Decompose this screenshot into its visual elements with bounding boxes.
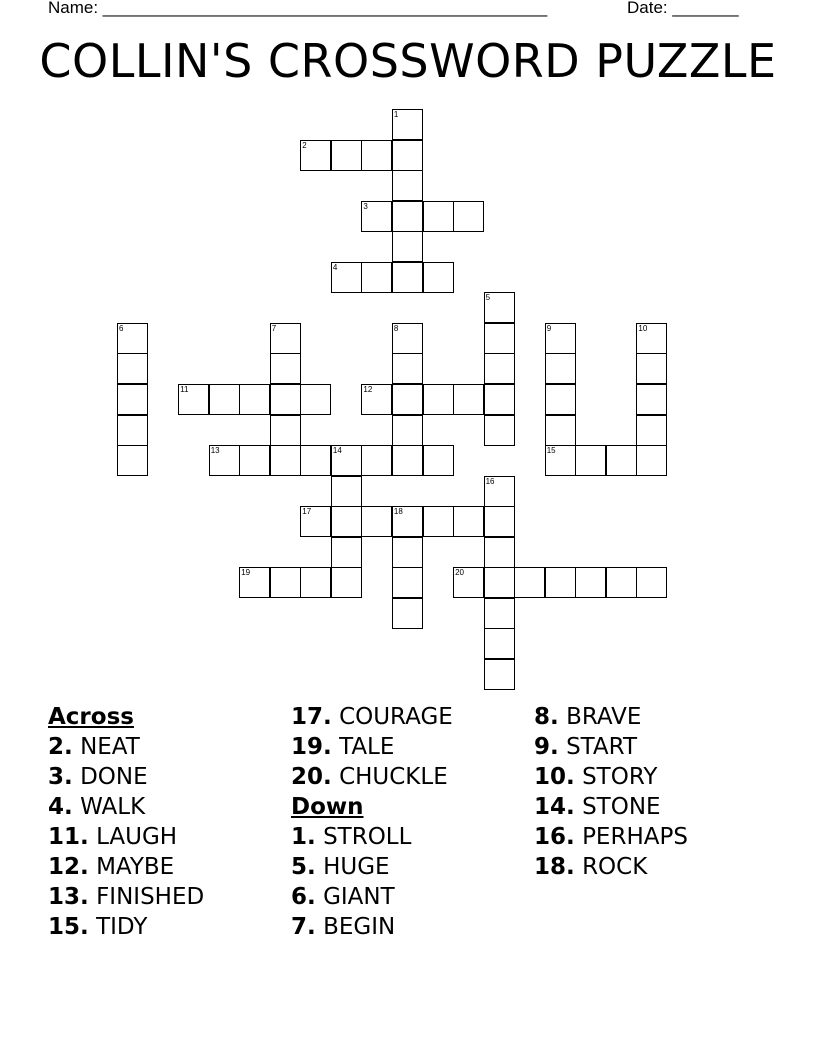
grid-cell[interactable] <box>636 353 667 384</box>
grid-cell[interactable] <box>239 567 270 598</box>
grid-cell[interactable] <box>117 323 148 354</box>
grid-cell[interactable] <box>361 506 392 537</box>
grid-cell[interactable] <box>392 353 423 384</box>
grid-cell[interactable] <box>545 323 576 354</box>
cell-number: 2 <box>302 140 307 150</box>
cell-number: 19 <box>241 568 251 578</box>
cell-number: 6 <box>119 323 124 333</box>
clue-down-18: 18. ROCK <box>534 854 648 880</box>
cell-number: 11 <box>180 384 189 394</box>
grid-cell[interactable] <box>484 506 515 537</box>
grid-cell[interactable] <box>453 506 484 537</box>
grid-cell[interactable] <box>300 384 331 415</box>
grid-cell[interactable] <box>331 140 362 171</box>
grid-cell[interactable] <box>331 567 362 598</box>
grid-cell[interactable] <box>392 262 423 293</box>
clue-across-11: 11. LAUGH <box>48 824 178 850</box>
grid-cell[interactable] <box>209 384 240 415</box>
cell-number: 15 <box>546 446 556 456</box>
cell-number: 3 <box>363 201 368 211</box>
clue-column-2 <box>291 702 453 942</box>
grid-cell[interactable] <box>484 292 515 323</box>
grid-cell[interactable] <box>545 353 576 384</box>
grid-cell[interactable] <box>606 567 637 598</box>
clue-down-16: 16. PERHAPS <box>534 824 688 850</box>
grid-cell[interactable] <box>423 262 454 293</box>
grid-cell[interactable] <box>392 323 423 354</box>
cell-number: 18 <box>393 507 403 517</box>
grid-cell[interactable] <box>636 567 667 598</box>
clue-down-14: 14. STONE <box>534 794 661 820</box>
clue-column-3 <box>534 702 688 882</box>
grid-cell[interactable] <box>270 323 301 354</box>
grid-cell[interactable] <box>484 659 515 690</box>
clue-down-5: 5. HUGE <box>291 854 390 880</box>
grid-cell[interactable] <box>270 384 301 415</box>
cell-number: 9 <box>546 323 552 333</box>
grid-cell[interactable] <box>636 323 667 354</box>
grid-cell[interactable] <box>117 445 148 476</box>
grid-cell[interactable] <box>453 201 484 232</box>
grid-cell[interactable] <box>392 415 423 446</box>
cell-number: 1 <box>393 110 399 119</box>
grid-cell[interactable] <box>300 567 331 598</box>
grid-cell[interactable] <box>300 506 331 537</box>
grid-cell[interactable] <box>484 415 515 446</box>
grid-cell[interactable] <box>423 445 454 476</box>
grid-cell[interactable] <box>545 415 576 446</box>
grid-cell[interactable] <box>484 384 515 415</box>
clue-across-2: 2. NEAT <box>48 734 140 760</box>
grid-cell[interactable] <box>361 262 392 293</box>
date-field-label: Date: _______ <box>627 0 739 17</box>
grid-cell[interactable] <box>117 415 148 446</box>
cell-number: 12 <box>363 384 373 394</box>
grid-cell[interactable] <box>392 445 423 476</box>
cell-number: 17 <box>302 507 312 517</box>
grid-cell[interactable] <box>636 445 667 476</box>
grid-cell[interactable] <box>392 567 423 598</box>
cell-number: 10 <box>638 323 648 333</box>
cell-number: 14 <box>332 446 342 456</box>
clue-across-19: 19. TALE <box>291 734 395 760</box>
clue-across-15: 15. TIDY <box>48 914 148 940</box>
grid-cell[interactable] <box>484 567 515 598</box>
clue-across-13: 13. FINISHED <box>48 884 205 910</box>
grid-cell[interactable] <box>331 537 362 568</box>
grid-cell[interactable] <box>545 567 576 598</box>
grid-cell[interactable] <box>117 353 148 384</box>
clue-across-4: 4. WALK <box>48 794 146 820</box>
grid-cell[interactable] <box>575 445 606 476</box>
page-title: COLLIN'S CROSSWORD PUZZLE <box>39 34 777 88</box>
grid-cell[interactable] <box>392 140 423 171</box>
grid-cell[interactable] <box>331 262 362 293</box>
grid-cell[interactable] <box>423 384 454 415</box>
grid-cell[interactable] <box>606 445 637 476</box>
clue-down-10: 10. STORY <box>534 764 658 790</box>
grid-cell[interactable] <box>636 384 667 415</box>
grid-cell[interactable] <box>239 384 270 415</box>
grid-cell[interactable] <box>239 445 270 476</box>
clue-down-7: 7. BEGIN <box>291 914 396 940</box>
cell-number: 7 <box>271 323 277 333</box>
grid-cell[interactable] <box>300 140 331 171</box>
grid-cell[interactable] <box>453 384 484 415</box>
grid-cell[interactable] <box>484 598 515 629</box>
cell-number: 20 <box>455 568 464 578</box>
grid-cell[interactable] <box>484 628 515 659</box>
grid-cell[interactable] <box>484 537 515 568</box>
grid-cell[interactable] <box>392 384 423 415</box>
clue-down-9: 9. START <box>534 734 638 760</box>
grid-cell[interactable] <box>545 384 576 415</box>
clue-across-12: 12. MAYBE <box>48 854 175 880</box>
grid-cell[interactable] <box>361 201 392 232</box>
clue-across-17: 17. COURAGE <box>291 704 453 730</box>
grid-cell[interactable] <box>514 567 545 598</box>
grid-cell[interactable] <box>331 445 362 476</box>
cell-number: 5 <box>485 293 491 303</box>
grid-cell[interactable] <box>545 445 576 476</box>
cell-number: 8 <box>393 323 399 333</box>
grid-cell[interactable] <box>392 506 423 537</box>
cell-number: 4 <box>332 262 338 272</box>
grid-cell[interactable] <box>361 140 392 171</box>
cell-number: 13 <box>210 446 220 456</box>
grid-cell[interactable] <box>484 353 515 384</box>
grid-cell[interactable] <box>392 231 423 262</box>
grid-cell[interactable] <box>361 384 392 415</box>
grid-cell[interactable] <box>392 170 423 201</box>
grid-cell[interactable] <box>270 445 301 476</box>
grid-cell[interactable] <box>392 598 423 629</box>
grid-cell[interactable] <box>453 567 484 598</box>
clue-across-20: 20. CHUCKLE <box>291 764 448 790</box>
down-heading: Down <box>291 794 364 820</box>
grid-cell[interactable] <box>270 567 301 598</box>
across-heading: Across <box>48 704 134 730</box>
grid-cell[interactable] <box>117 384 148 415</box>
grid-cell[interactable] <box>423 201 454 232</box>
clue-column-1 <box>48 702 204 942</box>
grid-cell[interactable] <box>300 445 331 476</box>
grid-cell[interactable] <box>636 415 667 446</box>
clue-across-3: 3. DONE <box>48 764 148 790</box>
clue-down-8: 8. BRAVE <box>534 704 642 730</box>
name-field-label: Name: _______________________________________________ <box>48 0 548 17</box>
cell-number: 16 <box>485 476 495 486</box>
grid-cell[interactable] <box>270 353 301 384</box>
grid-cell[interactable] <box>484 476 515 507</box>
grid-cell[interactable] <box>484 323 515 354</box>
grid-cell[interactable] <box>178 384 209 415</box>
grid-cell[interactable] <box>423 506 454 537</box>
clue-down-1: 1. STROLL <box>291 824 412 850</box>
grid-cell[interactable] <box>209 445 240 476</box>
grid-cell[interactable] <box>331 476 362 507</box>
grid-cell[interactable] <box>270 415 301 446</box>
grid-cell[interactable] <box>392 109 423 140</box>
grid-cell[interactable] <box>392 201 423 232</box>
grid-cell[interactable] <box>361 445 392 476</box>
grid-cell[interactable] <box>575 567 606 598</box>
grid-cell[interactable] <box>331 506 362 537</box>
grid-cell[interactable] <box>392 537 423 568</box>
clue-down-6: 6. GIANT <box>291 884 395 910</box>
